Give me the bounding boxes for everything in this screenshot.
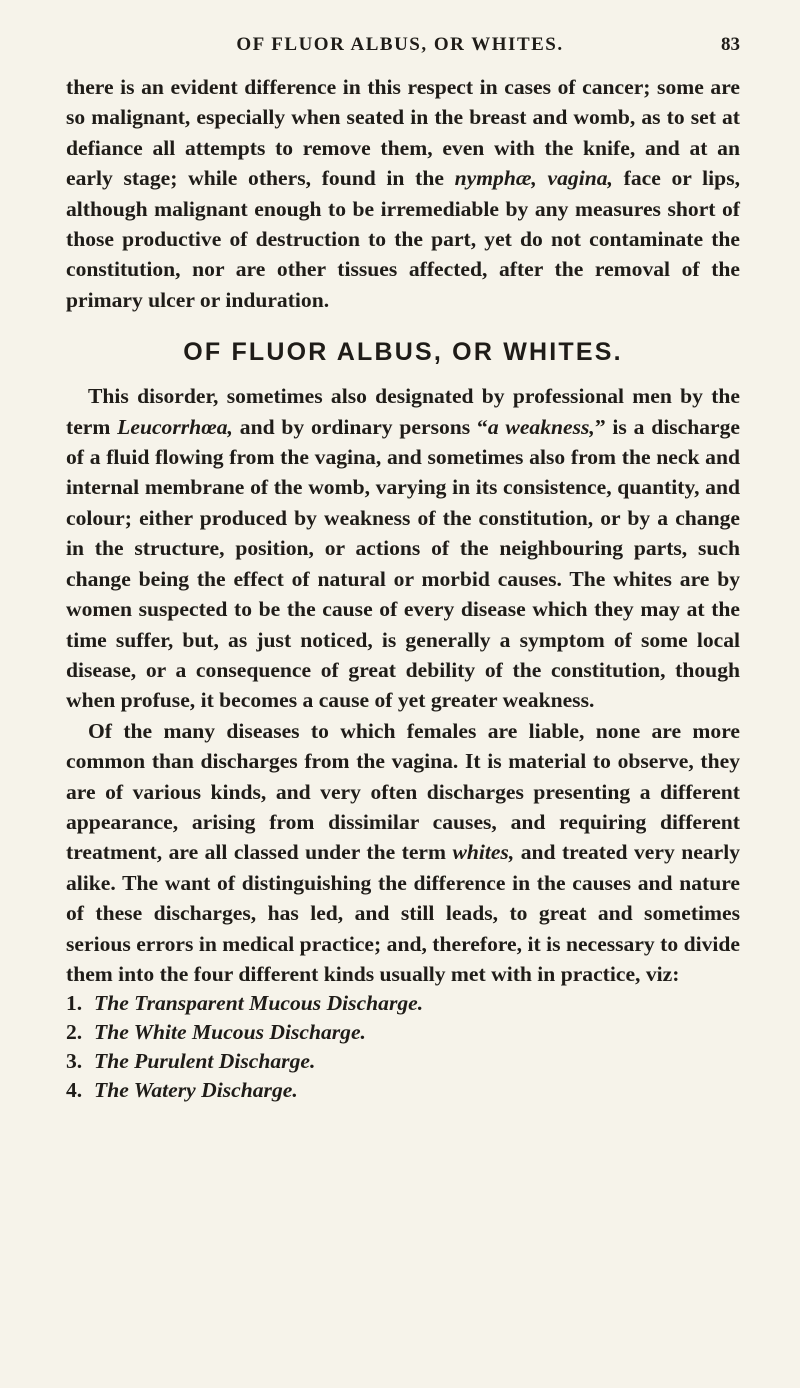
- list-item: [66, 1076, 740, 1105]
- italic-run: whites,: [452, 840, 515, 865]
- text-run: This disorder, sometimes also designated by professional men by the term: [66, 384, 740, 439]
- list-number: 4.: [66, 1078, 83, 1103]
- text-run: Of the many diseases to which females are liable, none are more common than discharges from the vagina. It is material to observe, they are of various kinds, and very often discharges presenting a different appearance, arising from dissimilar causes, and requiring different treatment, are all classed under the term: [66, 718, 740, 865]
- list-item: [66, 989, 740, 1018]
- page-number: 83: [721, 34, 740, 55]
- italic-run: nymphæ, vagina,: [454, 166, 613, 191]
- list-item: [66, 1047, 740, 1076]
- text-run: and treated very nearly alike. The want of distinguishing the difference in the causes and nature of these discharges, has led, and still leads, to great and sometimes serious errors in medical practice; and, therefore, it is necessary to divide them into the four different kinds usually met with in practice, viz:: [66, 840, 740, 986]
- paragraph-definition: [66, 381, 740, 715]
- paragraph-classification: [66, 716, 740, 990]
- text-run: and by ordinary persons “: [232, 414, 488, 439]
- running-head: [60, 34, 740, 64]
- paragraph-cancer-continuation: [66, 72, 740, 315]
- list-item-text: The Purulent Discharge.: [94, 1049, 316, 1074]
- list-number: 3.: [66, 1049, 83, 1074]
- list-item-text: The White Mucous Discharge.: [94, 1020, 366, 1045]
- page-body: [66, 72, 740, 1105]
- section-heading: OF FLUOR ALBUS, OR WHITES.: [183, 338, 623, 367]
- text-run: there is an evident difference in this respect in cases of cancer; some are so malignant, especially when seated in the breast and womb, as to set at defiance all attempts to remove them, even with the knife, and at an early stage; while others, found in the: [66, 75, 740, 191]
- list-number: 1.: [66, 991, 83, 1016]
- discharge-types-list: [66, 989, 740, 1105]
- text-run: face or lips, although malignant enough to be irremediable by any measures short of those productive of destruction to the part, yet do not contaminate the constitution, nor are other tissues affected, after the removal of the primary ulcer or induration.: [66, 166, 740, 312]
- text-run: ” is a discharge of a fluid flowing from the vagina, and sometimes also from the neck and internal membrane of the womb, varying in its consistence, quantity, and colour; either produced by weakness of the constitution, or by a change in the structure, position, or actions of the neighbouring parts, such change being the effect of natural or morbid causes. The whites are by women suspected to be the cause of every disease which they may at the time suffer, but, as just noticed, is generally a symptom of some local disease, or a consequence of great debility of the constitution, though when profuse, it becomes a cause of yet greater weakness.: [66, 414, 741, 713]
- list-item-text: The Transparent Mucous Discharge.: [94, 991, 424, 1016]
- list-item: [66, 1018, 740, 1047]
- list-item-text: The Watery Discharge.: [94, 1078, 298, 1103]
- italic-run: a weakness,: [487, 414, 595, 439]
- italic-run: Leucorrhœa,: [117, 414, 233, 439]
- list-number: 2.: [66, 1020, 83, 1045]
- running-title: OF FLUOR ALBUS, OR WHITES.: [236, 34, 564, 55]
